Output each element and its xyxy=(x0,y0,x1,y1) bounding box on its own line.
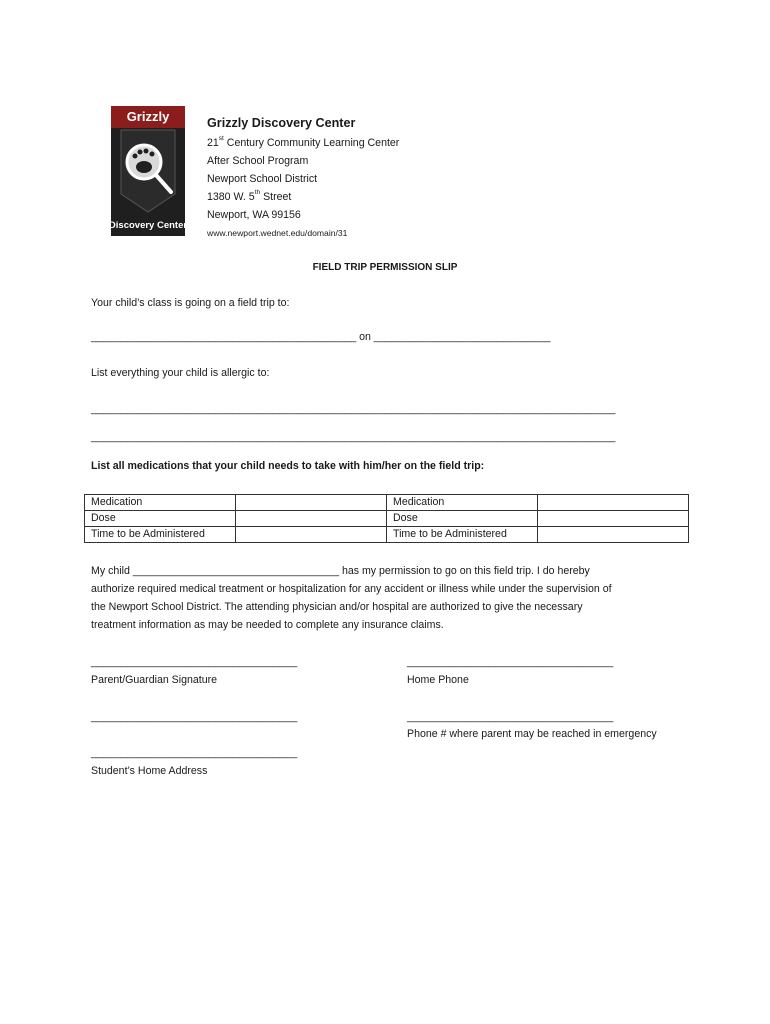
time-input-2[interactable] xyxy=(538,527,689,543)
header-city: Newport, WA 99156 xyxy=(207,209,301,221)
permission-line-1: My child ___________________________________ has my permission to go on this field trip. I do hereby xyxy=(91,565,590,577)
emergency-phone-label: Phone # where parent may be reached in emergency xyxy=(407,728,657,740)
table-row xyxy=(85,511,689,527)
allergy-line-2[interactable]: _________________________________________________________________________________________ xyxy=(91,431,616,443)
home-phone-label: Home Phone xyxy=(407,674,469,686)
emergency-phone-line[interactable]: ___________________________________ xyxy=(407,711,614,723)
home-address-label: Student’s Home Address xyxy=(91,765,208,777)
logo-bottom-text: Discovery Center xyxy=(111,220,185,231)
header-addr-b: Street xyxy=(260,191,292,203)
allergy-prompt: List everything your child is allergic to: xyxy=(91,367,270,379)
org-name: Grizzly Discovery Center xyxy=(207,116,356,130)
permission-line-3: the Newport School District. The attending physician and/or hospital are authorized to give the necessary xyxy=(91,601,583,613)
header-line1-rest: Century Community Learning Center xyxy=(223,137,400,149)
home-phone-line[interactable]: ___________________________________ xyxy=(407,656,614,668)
time-input-1[interactable] xyxy=(236,527,387,543)
trip-blank-line[interactable]: _____________________________________________ on ______________________________ xyxy=(91,331,551,343)
header-url: www.newport.wednet.edu/domain/31 xyxy=(207,228,348,238)
header-line-2: After School Program xyxy=(207,155,309,167)
time-label: Time to be Administered xyxy=(387,527,538,543)
header-line1-sup: st xyxy=(218,135,224,142)
permission-line-4: treatment information as may be needed to complete any insurance claims. xyxy=(91,619,444,631)
medication-table xyxy=(84,494,689,543)
medication-label: Medication xyxy=(85,495,236,511)
header-addr-a: 1380 W. 5 xyxy=(207,191,255,203)
permission-line-2: authorize required medical treatment or hospitalization for any accident or illness while under the supervision of xyxy=(91,583,612,595)
parent-signature-label: Parent/Guardian Signature xyxy=(91,674,218,686)
medication-prompt: List all medications that your child needs to take with him/her on the field trip: xyxy=(91,460,485,472)
allergy-line-1[interactable]: _________________________________________________________________________________________ xyxy=(91,403,616,415)
header-line-3: Newport School District xyxy=(207,173,318,185)
header-address xyxy=(207,191,291,203)
grizzly-logo xyxy=(111,106,185,236)
medication-input-1[interactable] xyxy=(236,495,387,511)
time-label: Time to be Administered xyxy=(85,527,236,543)
dose-label: Dose xyxy=(387,511,538,527)
header-line-1 xyxy=(207,137,399,149)
logo-top-text: Grizzly xyxy=(126,109,170,124)
medication-label: Medication xyxy=(387,495,538,511)
table-row xyxy=(85,527,689,543)
home-address-line[interactable]: ___________________________________ xyxy=(91,747,298,759)
header-addr-sup: th xyxy=(254,189,261,196)
dose-input-1[interactable] xyxy=(236,511,387,527)
parent-signature-line[interactable]: ___________________________________ xyxy=(91,656,298,668)
table-row xyxy=(85,495,689,511)
medication-input-2[interactable] xyxy=(538,495,689,511)
page-title: FIELD TRIP PERMISSION SLIP xyxy=(312,262,458,273)
dose-label: Dose xyxy=(85,511,236,527)
extra-signature-line[interactable]: ___________________________________ xyxy=(91,711,298,723)
dose-input-2[interactable] xyxy=(538,511,689,527)
trip-prompt: Your child’s class is going on a field trip to: xyxy=(91,297,290,309)
header-line1-num: 21 xyxy=(207,137,219,149)
